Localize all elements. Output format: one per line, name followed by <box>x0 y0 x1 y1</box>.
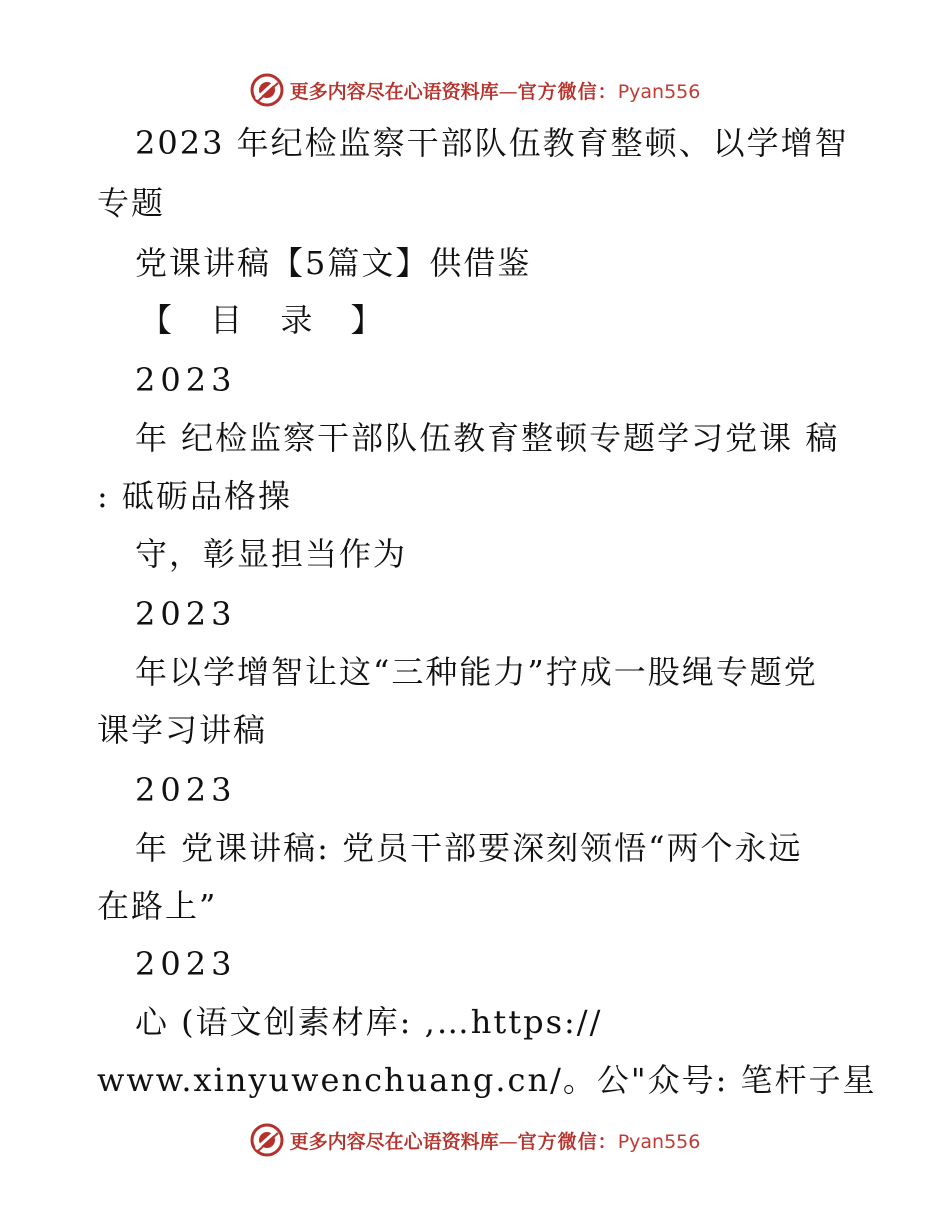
toc-item-4-line-2: www.xinyuwenchuang.cn/。公"众号: 笔杆子星 <box>97 1061 877 1099</box>
toc-item-1-year: 2023 <box>135 361 237 399</box>
watermark-account-id: Pyan556 <box>617 1130 701 1153</box>
toc-item-3-line-1: 年 党课讲稿: 党员干部要深刻领悟“两个永远 <box>135 829 803 867</box>
toc-item-3-year: 2023 <box>135 771 237 809</box>
doc-title-line-2: 专题 <box>97 184 166 222</box>
watermark-official-label: 官方微信： <box>517 1130 618 1153</box>
doc-subtitle: 党课讲稿【5篇文】供借鉴 <box>135 244 532 282</box>
watermark-account-id: Pyan556 <box>617 80 701 103</box>
toc-item-3-line-2: 在路上” <box>97 887 218 925</box>
toc-heading: 【 目 录 】 <box>140 301 397 339</box>
toc-item-4-year: 2023 <box>135 945 237 983</box>
toc-item-1-line-1: 年 纪检监察干部队伍教育整顿专题学习党课 稿 <box>135 419 840 457</box>
watermark-text <box>290 77 701 104</box>
toc-item-1-line-2: : 砥砺品格操 <box>97 477 292 515</box>
watermark-cn-text: 更多内容尽在心语资料库 <box>289 1130 499 1153</box>
footer-watermark <box>0 1120 950 1160</box>
header-watermark <box>0 70 950 110</box>
brand-logo-icon <box>250 73 284 107</box>
toc-item-2-line-1: 年以学增智让这“三种能力”拧成一股绳专题党 <box>135 653 818 691</box>
watermark-dash: — <box>498 1130 518 1153</box>
watermark-dash: — <box>498 80 518 103</box>
toc-item-1-line-3: 守，彰显担当作为 <box>135 535 408 573</box>
watermark-cn-text: 更多内容尽在心语资料库 <box>289 80 499 103</box>
brand-logo-icon <box>250 1123 284 1157</box>
watermark-text <box>290 1127 701 1154</box>
toc-item-2-year: 2023 <box>135 595 237 633</box>
doc-title-line-1: 2023 年纪检监察干部队伍教育整顿、以学增智 <box>135 124 849 162</box>
watermark-official-label: 官方微信： <box>517 80 618 103</box>
toc-item-2-line-2: 课学习讲稿 <box>97 711 268 749</box>
toc-item-4-line-1: 心 (语文创素材库: ,…https:// <box>135 1003 603 1041</box>
